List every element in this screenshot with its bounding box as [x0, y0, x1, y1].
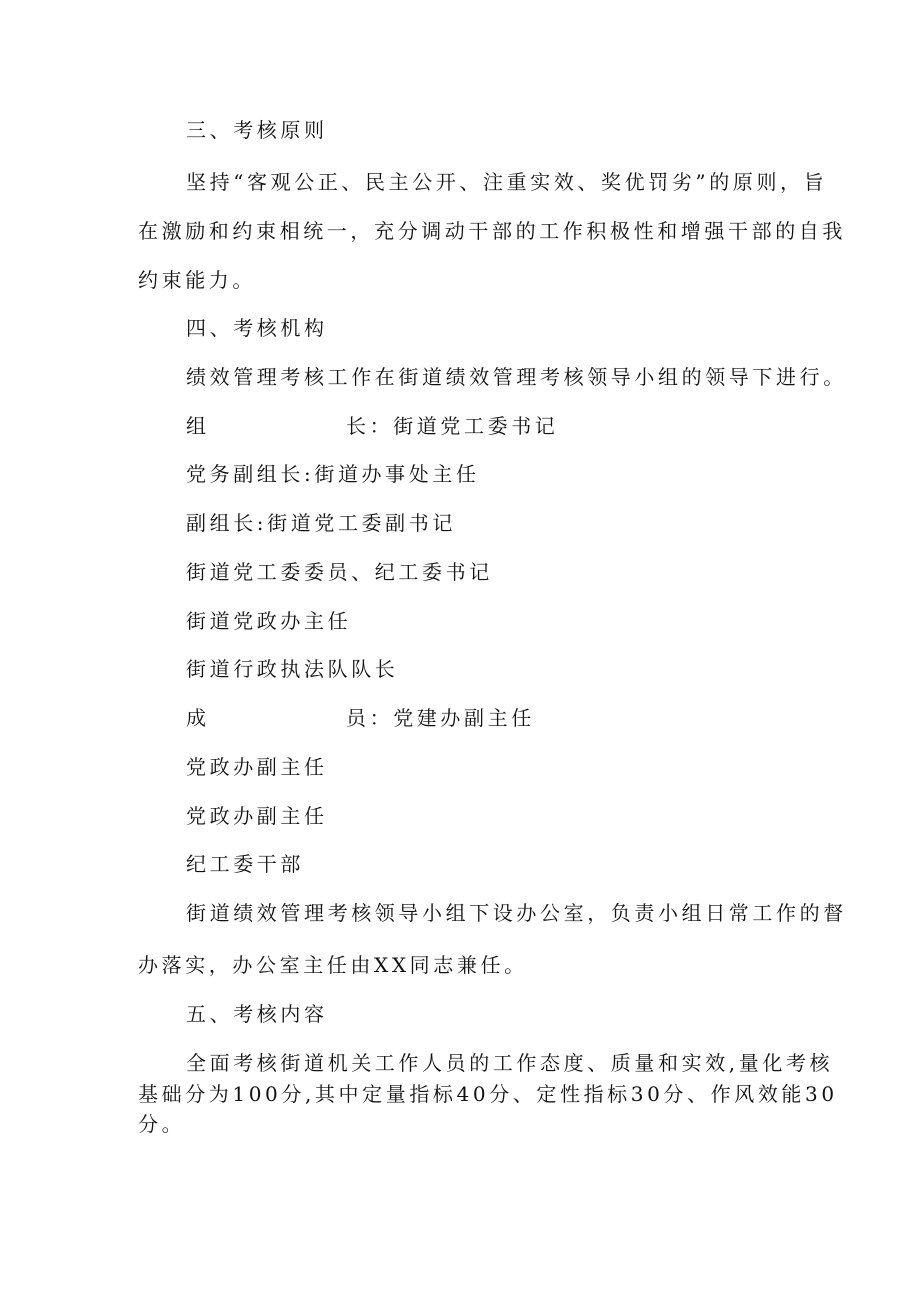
office-para-line-2: 办落实，办公室主任由XX同志兼任。	[138, 953, 528, 977]
member-line-6: 纪工委干部	[186, 852, 304, 876]
member-line-2: 街道党政办主任	[186, 609, 352, 633]
leader-label-rest: 长：街道党工委书记	[346, 414, 559, 438]
section3-para-line-1: 坚持“客观公正、民主公开、注重实效、奖优罚劣”的原则，旨	[186, 170, 828, 194]
leader-label-first-char: 组	[186, 414, 206, 438]
party-deputy-leader-line: 党务副组长:街道办事处主任	[186, 462, 480, 486]
section5-para-line-3: 分。	[138, 1112, 186, 1136]
section4-intro: 绩效管理考核工作在街道绩效管理考核领导小组的领导下进行。	[186, 365, 847, 389]
section5-para-line-2: 基础分为100分,其中定量指标40分、定性指标30分、作风效能30	[138, 1082, 838, 1106]
member-line-1: 街道党工委委员、纪工委书记	[186, 560, 493, 584]
section3-para-line-3: 约束能力。	[138, 268, 256, 292]
member-label-rest: 员：党建办副主任	[346, 706, 535, 730]
section5-para-line-1: 全面考核街道机关工作人员的工作态度、质量和实效,量化考核	[186, 1051, 834, 1075]
member-line-5: 党政办副主任	[186, 804, 328, 828]
member-line-4: 党政办副主任	[186, 755, 328, 779]
office-para-line-1: 街道绩效管理考核领导小组下设办公室，负责小组日常工作的督	[186, 901, 847, 925]
deputy-leader-line: 副组长:街道党工委副书记	[186, 511, 456, 535]
member-label-first-char: 成	[186, 706, 206, 730]
member-line-3: 街道行政执法队队长	[186, 657, 399, 681]
section3-heading: 三、考核原则	[186, 118, 328, 142]
section4-heading: 四、考核机构	[186, 316, 328, 340]
section3-para-line-2: 在激励和约束相统一，充分调动干部的工作积极性和增强干部的自我	[138, 219, 846, 243]
section5-heading: 五、考核内容	[186, 1002, 328, 1026]
